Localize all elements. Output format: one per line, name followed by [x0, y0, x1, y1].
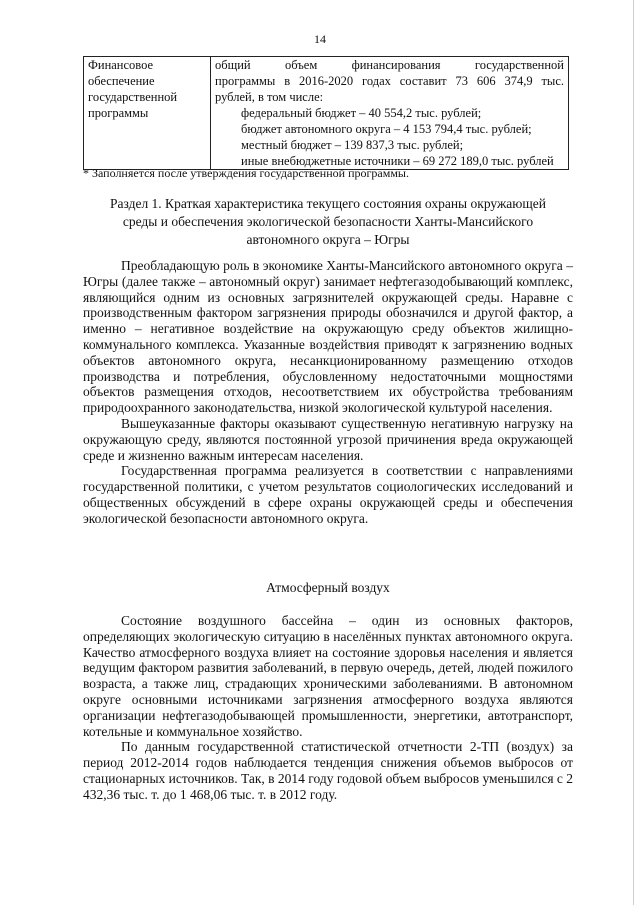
funding-source-line: иные внебюджетные источники – 69 272 189,0 тыс. рублей	[241, 154, 554, 168]
financing-table	[83, 56, 569, 170]
paragraph: По данным государственной статистической отчетности 2-ТП (воздух) за период 2012-2014 годов наблюдается тенденция снижения объемов выбросов от стационарных источников. Так, в 2014 году годовой объем выбросов уменьшился с 2 432,36 тыс. т. до 1 468,06 тыс. т. в 2012 году.	[83, 739, 574, 802]
value-line: общий объем финансирования государственной	[215, 58, 564, 72]
value-line: рублей, в том числе:	[215, 90, 324, 104]
section-title-line: Раздел 1. Краткая характеристика текущего состояния охраны окружающей	[110, 196, 546, 211]
label-line: обеспечение	[88, 74, 155, 88]
financing-value-cell	[211, 57, 569, 170]
paragraph: Вышеуказанные факторы оказывают существенную негативную нагрузку на окружающую среду, являются постоянной угрозой причинения вреда окружающей среде и жизненно важным интересам населения.	[83, 415, 573, 463]
section-title-line: автономного округа – Югры	[246, 232, 410, 247]
footnote: * Заполняется после утверждения государственной программы.	[83, 166, 409, 180]
section-title-line: среды и обеспечения экологической безопасности Ханты-Мансийского	[122, 214, 534, 229]
label-line: государственной	[88, 90, 178, 104]
air-text	[83, 613, 573, 803]
section-title	[83, 195, 573, 249]
funding-source-line: бюджет автономного округа – 4 153 794,4 тыс. рублей;	[241, 122, 532, 136]
funding-source-line: федеральный бюджет – 40 554,2 тыс. рублей;	[241, 106, 482, 120]
paragraph: Государственная программа реализуется в соответствии с направлениями государственной политики, с учетом результатов социологических исследований и общественных обсуждений в сфере охраны окружающей среды и обеспечения экологической безопасности автономного округа.	[83, 463, 573, 526]
scan-margin-line	[633, 0, 634, 905]
paragraph: Состояние воздушного бассейна – один из основных факторов, определяющих экологическую ситуацию в населённых пунктах автономного округа. Качество атмосферного воздуха влияет на состояние здоровья населения и является ведущим фактором развития заболеваний, в первую очередь, детей, людей пожилого возраста, а также лиц, страдающих хроническими заболеваниями. В автономном округе основными источниками загрязнения атмосферного воздуха являются организации нефтегазодобывающей промышленности, энергетики, автотранспорт, котельные и коммунальное хозяйство.	[83, 613, 573, 739]
intro-text	[83, 258, 573, 527]
table-row	[84, 57, 569, 170]
subheading-atmospheric-air: Атмосферный воздух	[266, 580, 390, 595]
value-line: программы в 2016-2020 годах составит 73 606 374,9 тыс.	[215, 74, 564, 88]
label-line: программы	[88, 106, 149, 120]
funding-source-line: местный бюджет – 139 837,3 тыс. рублей;	[241, 138, 464, 152]
label-line: Финансовое	[88, 58, 154, 72]
page-number: 14	[314, 32, 326, 46]
financing-label-cell	[84, 57, 211, 170]
paragraph: Преобладающую роль в экономике Ханты-Мансийского автономного округа – Югры (далее также – автономный округ) занимает нефтегазодобывающий комплекс, являющийся одним из основных загрязнителей окружающей среды. Наравне с производственным фактором загрязнения природы обозначился и другой фактор, а именно – негативное воздействие на окружающую среду объектов жилищно-коммунального комплекса. Указанные воздействия приводят к загрязнению водных объектов автономного округа, несанкционированному размещению отходов производства и потребления, обусловленному недостаточными мощностями объектов размещения отходов, несоответствием их обустройства требованиям природоохранного законодательства, низкой экологической культурой населения.	[83, 258, 573, 416]
